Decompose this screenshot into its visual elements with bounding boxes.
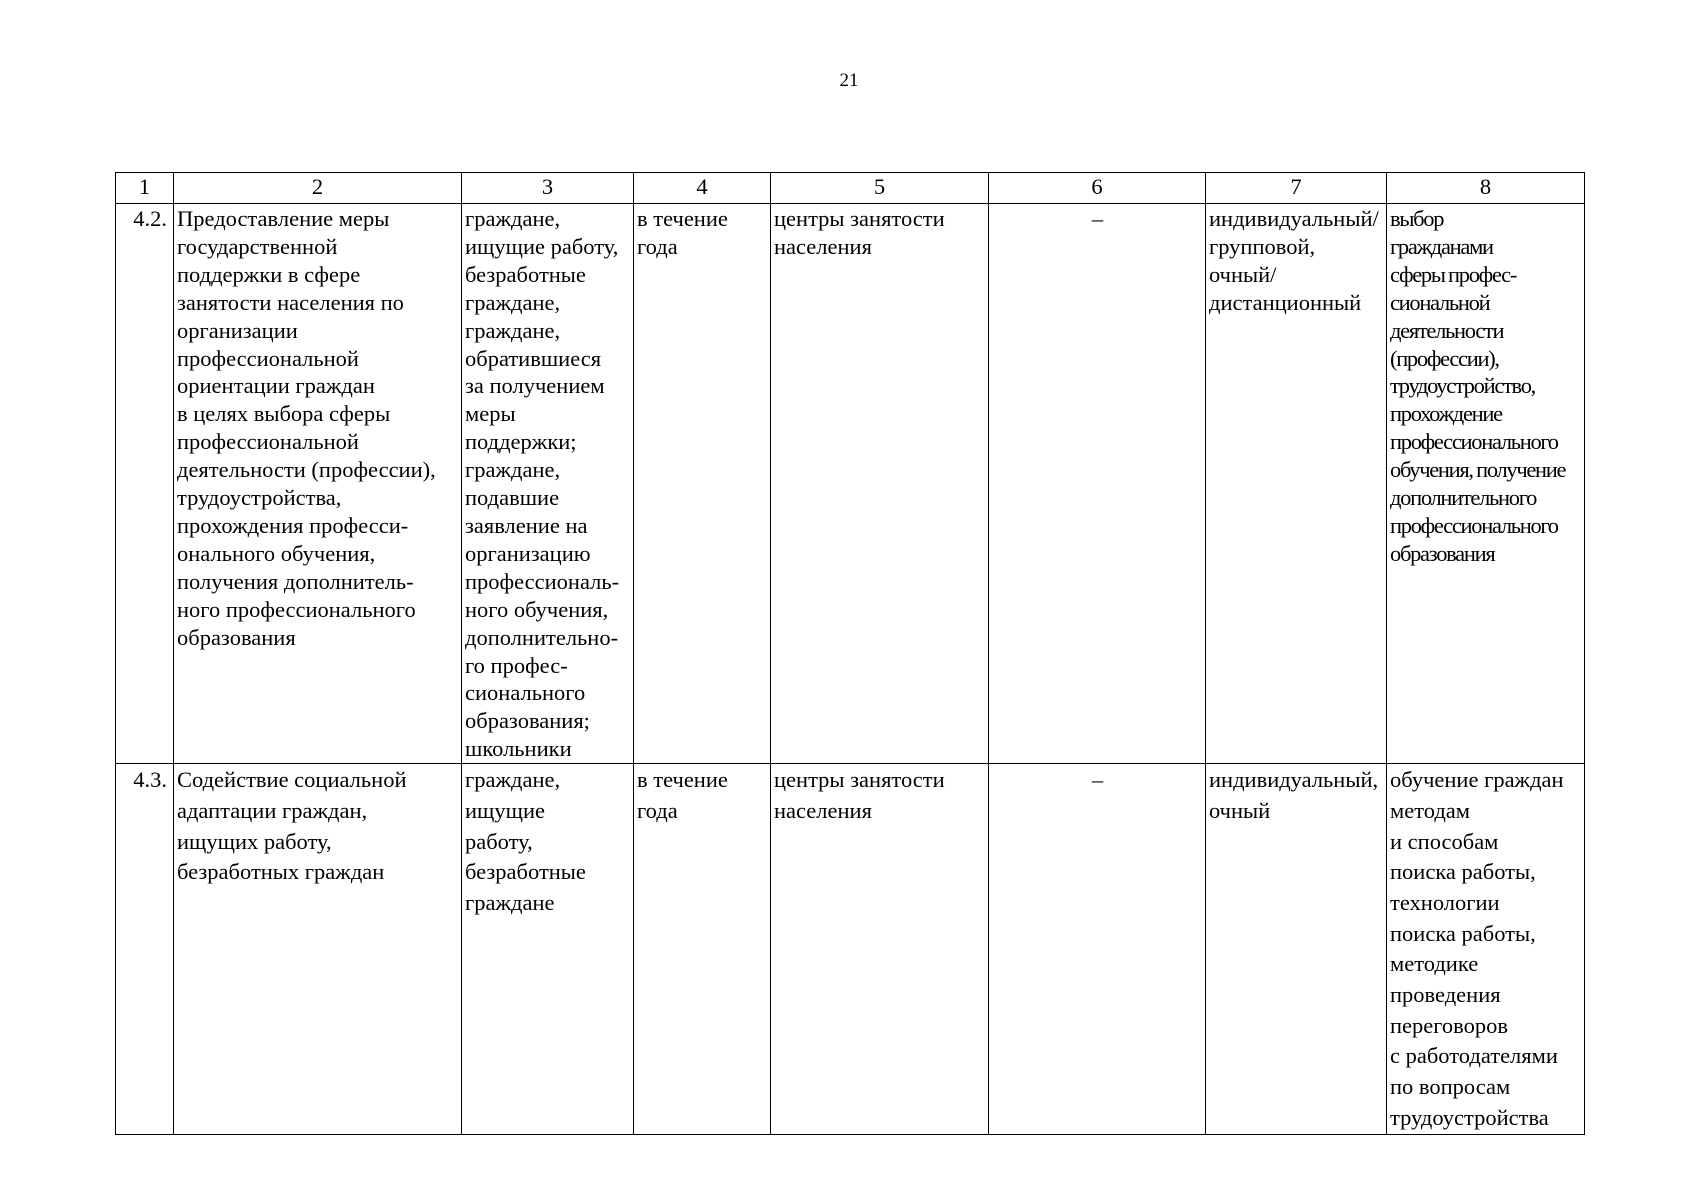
column-header: 7 — [1206, 173, 1387, 204]
executor-cell: центры занятости населения — [771, 204, 989, 764]
service-cell: Предоставление меры государственной поддержки в сфере занятости населения по организации профессиональной ориентации граждан в целях выбора сферы профессиональной деятельности (профессии), трудоустройства, прохождения професси- онального обучения, получения дополнитель- ного профессионального образования — [174, 204, 462, 764]
row-number-cell: 4.2. — [116, 204, 174, 764]
result-cell: выбор гражданами сферы профес- сиональной деятельности (профессии), трудоустройство, прохождение профессионального обучения, получение дополнительного профессионального образования — [1387, 204, 1585, 764]
period-cell: в течение года — [634, 204, 771, 764]
column-header: 3 — [462, 173, 634, 204]
table-row — [116, 204, 1585, 764]
column-header: 4 — [634, 173, 771, 204]
format-cell: индивидуальный/ групповой, очный/ дистанционный — [1206, 204, 1387, 764]
table-row — [116, 764, 1585, 1134]
table-header-row — [116, 173, 1585, 204]
services-table — [115, 172, 1585, 1135]
service-cell: Содействие социальной адаптации граждан, ищущих работу, безработных граждан — [174, 764, 462, 1134]
format-cell: индивидуальный, очный — [1206, 764, 1387, 1134]
col6-cell: – — [989, 764, 1206, 1134]
column-header: 1 — [116, 173, 174, 204]
result-cell: обучение граждан методам и способам поиска работы, технологии поиска работы, методике проведения переговоров с работодателями по вопросам трудоустройства — [1387, 764, 1585, 1134]
period-cell: в течение года — [634, 764, 771, 1134]
col6-cell: – — [989, 204, 1206, 764]
row-number-cell: 4.3. — [116, 764, 174, 1134]
executor-cell: центры занятости населения — [771, 764, 989, 1134]
recipients-cell: граждане, ищущие работу, безработные граждане, граждане, обратившиеся за получением меры поддержки; граждане, подавшие заявление на организацию профессиональ- ного обучения, дополнительно- го профес- сионального образования; школьники — [462, 204, 634, 764]
column-header: 6 — [989, 173, 1206, 204]
recipients-cell: граждане, ищущие работу, безработные граждане — [462, 764, 634, 1134]
column-header: 8 — [1387, 173, 1585, 204]
column-header: 5 — [771, 173, 989, 204]
page-number: 21 — [839, 70, 859, 91]
column-header: 2 — [174, 173, 462, 204]
